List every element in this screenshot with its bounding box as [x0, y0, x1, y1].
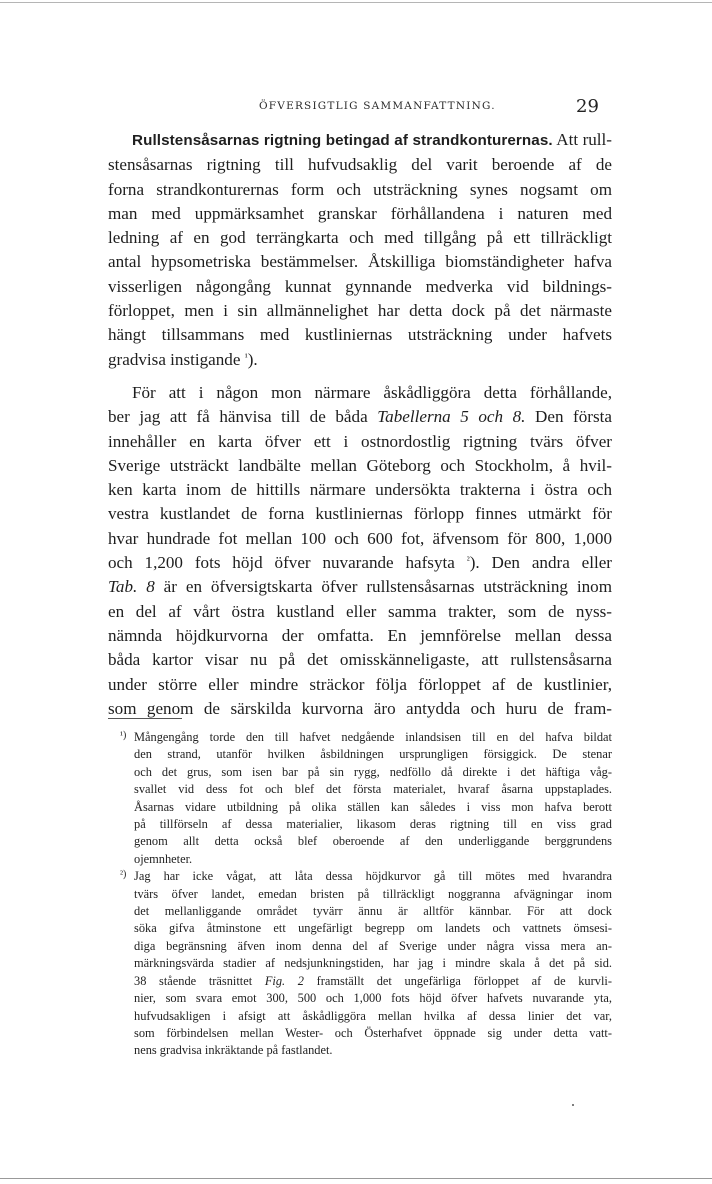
footnote-line: hufvudsakligen i afsigt att åskådliggöra mellan hvilka af dessa linier det var,	[134, 1008, 612, 1023]
text-line: För att i någon mon närmare åskådliggöra detta förhållande,	[132, 382, 612, 402]
scan-bottom-edge	[0, 1178, 712, 1179]
text-fragment: framställt det ungefärliga förloppet af de kurvli-	[316, 973, 612, 988]
footnote-line: tvärs öfver landet, emedan bristen på tillräckligt noggranna afvägningar inom	[134, 886, 612, 901]
running-header: ÖFVERSIGTLIG SAMMANFATTNING.	[259, 100, 496, 112]
page-number: 29	[576, 96, 599, 117]
text-fragment: 38 stående träsnittet	[134, 973, 253, 988]
footnote-line: nens gradvisa inkräktande på fastlandet.	[134, 1043, 333, 1058]
footnote-line	[134, 973, 612, 990]
footnote-line: på tillförseln af dessa materialier, likasom deras rigtning till en viss grad	[134, 817, 612, 832]
figure-reference: Fig. 2	[264, 973, 304, 988]
text-fragment: är en öfversigtskarta öfver rullstensåsarnas utsträckning inom	[163, 577, 612, 597]
table-reference: Tab. 8	[108, 577, 155, 597]
footnote-ref-2[interactable]: ²	[466, 555, 470, 567]
text-fragment: ). Den andra eller	[469, 553, 612, 573]
footnote-line: den strand, utanför hvilken åsbildningen ursprungligen försiggick. De stenar	[134, 747, 612, 762]
footnote-line: söka gifva åtminstone ett ungefärligt begrepp om landets och vattnets ömsesi-	[134, 921, 612, 936]
table-reference: Tabellerna 5 och 8.	[377, 407, 526, 427]
footnote-line: Mångengång torde den till hafvet nedgående inlandsisen till en del hafva bildat	[134, 730, 612, 744]
footnote-mark: ¹)	[120, 730, 127, 741]
footnote-line: det mellanliggande området tyvärr ännu är alltför kännbar. För att dock	[134, 904, 612, 919]
text-line: vestra kustlandet de forna kustliniernas förlopp finnes utmärkt för	[108, 504, 612, 524]
text-line: stensåsarnas rigtning till hufvudsaklig del varit beroende af de	[108, 155, 612, 175]
footnote-line: ojemnheter.	[134, 851, 193, 866]
text-fragment: gradvisa instigande	[108, 349, 241, 369]
footnote-1	[120, 729, 612, 868]
text-line: antal hypsometriska bestämmelser. Åtskilliga biomständigheter hafva	[108, 252, 612, 272]
text-fragment: Den första	[535, 407, 612, 427]
text-line	[108, 551, 612, 575]
text-line	[108, 405, 612, 429]
text-line: hvar hundrade fot mellan 100 och 600 fot, äfvensom för 800, 1,000	[108, 528, 612, 548]
main-text	[108, 128, 612, 721]
text-line: forna strandkonturernas form och utsträckning synes nogsamt om	[108, 179, 612, 199]
footnote-mark: ²)	[120, 869, 127, 881]
scan-speck	[572, 1104, 574, 1106]
text-line: nämnda höjdkurvorna der omfatta. En jemnförelse mellan dessa	[108, 625, 612, 645]
scan-top-edge	[0, 2, 712, 3]
footnote-line: märkningsvärda stadier af nedsjunkningstiden, har jag i mindre skala å det på sid.	[134, 956, 612, 971]
footnote-2	[120, 868, 612, 1059]
text-fragment: och 1,200 fots höjd öfver nuvarande hafsyta	[108, 553, 455, 573]
text-line: förloppet, men i sin allmännelighet har detta dock på det närmaste	[108, 301, 612, 321]
text-line	[108, 128, 612, 153]
text-fragment: ).	[247, 349, 258, 369]
text-line	[108, 575, 612, 599]
text-line: man med uppmärksamhet granskar förhållandena i naturen med	[108, 203, 612, 223]
text-line: visserligen någongång kunnat gynnande medverka vid bildnings-	[108, 276, 612, 296]
footnotes	[120, 729, 612, 1060]
text-line: under större eller mindre sträckor följa förloppet af de kustlinier,	[108, 674, 612, 694]
text-fragment: Att rull-	[556, 130, 613, 149]
text-line: hängt tillsammans med kustliniernas utsträckning under hafvets	[108, 325, 612, 345]
text-line: innehåller en karta öfver ett i ostnordostlig rigtning tvärs öfver	[108, 431, 612, 451]
text-line: ken karta inom de hittills närmare undersökta trakterna i östra och	[108, 480, 612, 500]
footnote-ref-1[interactable]: ¹	[244, 351, 248, 363]
footnote-line: Åsarnas vidare utbildning på olika ställen kan således i viss mon hafva berott	[134, 799, 612, 814]
footnote-line: och det grus, som isen bar på sin rygg, nedföllo då direkte i det häftiga våg-	[134, 764, 612, 779]
footnote-line: som förbindelsen mellan Wester- och Österhafvet öppnade sig under detta vatt-	[134, 1025, 612, 1040]
text-line: en del af vårt östra kustland eller samma trakter, som de nyss-	[108, 601, 612, 621]
footnote-line: nier, som svara emot 300, 500 och 1,000 fots höjd öfver hafvets nuvarande yta,	[134, 991, 612, 1006]
text-line: ledning af en god terrängkarta och med tillgång på ett tillräckligt	[108, 228, 612, 248]
text-line: som genom de särskilda kurvorna äro antydda och huru de fram-	[108, 698, 612, 718]
text-line: båda kartor visar nu på det omisskänneligaste, att rullstensåsarna	[108, 650, 612, 670]
footnote-line: diga begränsning äfven inom denna del af Sverige under några vissa mera an-	[134, 938, 612, 953]
footnote-line: svallet vid dess fot och blef det första materialet, hvaraf åsarna uppstaplades.	[134, 782, 612, 797]
footnote-line: Jag har icke vågat, att låta dessa höjdkurvor gå till mötes med hvarandra	[134, 869, 612, 884]
footnote-line: genom allt detta också blef oberoende af den underliggande berggrundens	[134, 834, 612, 849]
text-line: Sverige utsträckt landbälte mellan Göteborg och Stockholm, å hvil-	[108, 455, 612, 475]
text-line	[108, 348, 612, 372]
footnote-divider	[108, 718, 182, 719]
section-heading: Rullstensåsarnas rigtning betingad af strandkonturernas.	[132, 132, 553, 149]
text-fragment: ber jag att få hänvisa till de båda	[108, 407, 368, 427]
